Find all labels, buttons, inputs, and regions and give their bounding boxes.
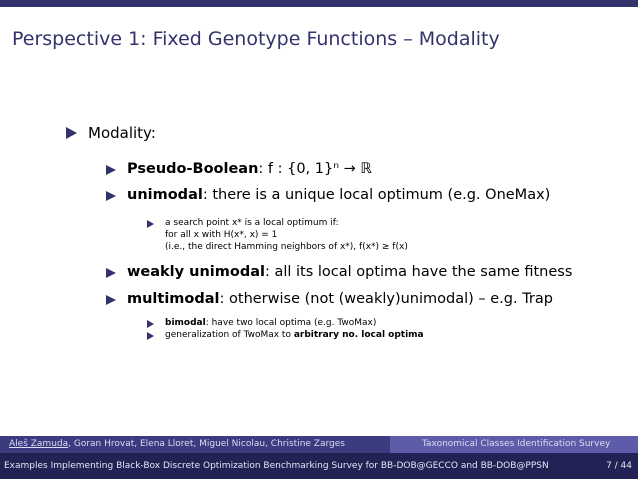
bullet-arrow-icon	[147, 332, 154, 340]
pseudo-boolean-definition: : f : {0, 1}ⁿ → ℝ	[258, 161, 372, 177]
item-modality: Modality:	[88, 124, 156, 142]
generalization-text: generalization of TwoMax to	[165, 330, 294, 340]
detail-line-2: for all x with H(x*, x) = 1	[165, 230, 278, 240]
weakly-unimodal-definition: : all its local optima have the same fitness	[264, 264, 573, 280]
footer-title-bar	[0, 453, 638, 479]
item-bimodal	[165, 317, 376, 329]
detail-line-3: (i.e., the direct Hamming neighbors of x*), f(x*) ≥ f(x)	[165, 242, 408, 252]
detail-line-1: a search point x* is a local optimum if:	[165, 218, 339, 228]
bullet-arrow-icon	[147, 220, 154, 228]
footer-short-title: Taxonomical Classes Identification Survey	[390, 436, 638, 453]
bullet-arrow-icon	[106, 191, 116, 201]
unimodal-definition: : there is a unique local optimum (e.g. OneMax)	[202, 187, 551, 203]
multimodal-definition: : otherwise (not (weakly)unimodal) – e.g. Trap	[219, 291, 553, 307]
bullet-arrow-icon	[106, 268, 116, 278]
authors-rest: , Goran Hrovat, Elena Lloret, Miguel Nicolau, Christine Zarges	[68, 439, 345, 449]
term-weakly-unimodal: weakly unimodal	[127, 264, 265, 280]
bullet-arrow-icon	[147, 320, 154, 328]
item-unimodal	[127, 187, 550, 203]
item-generalization	[165, 329, 424, 341]
term-multimodal: multimodal	[127, 291, 220, 307]
term-pseudo-boolean: Pseudo-Boolean	[127, 161, 259, 177]
author-link[interactable]: Aleš Zamuda	[9, 439, 69, 449]
slide-title: Perspective 1: Fixed Genotype Functions – Modality	[12, 28, 500, 50]
unimodal-detail	[165, 217, 408, 253]
footer-authors	[0, 436, 390, 453]
item-weakly-unimodal	[127, 264, 572, 280]
term-unimodal: unimodal	[127, 187, 203, 203]
page-number: 7 / 44	[606, 461, 632, 471]
item-pseudo-boolean	[127, 161, 372, 177]
generalization-bold: arbitrary no. local optima	[293, 330, 424, 340]
bullet-arrow-icon	[66, 127, 77, 139]
top-bar	[0, 0, 638, 7]
bimodal-definition: : have two local optima (e.g. TwoMax)	[205, 318, 377, 328]
footer-authors-bar	[0, 436, 638, 453]
bullet-arrow-icon	[106, 165, 116, 175]
term-bimodal: bimodal	[165, 318, 206, 328]
item-multimodal	[127, 291, 553, 307]
bullet-arrow-icon	[106, 295, 116, 305]
footer-full-title: Examples Implementing Black-Box Discrete Optimization Benchmarking Survey for BB-DOB@GECCO and BB-DOB@PPSN	[4, 461, 549, 471]
